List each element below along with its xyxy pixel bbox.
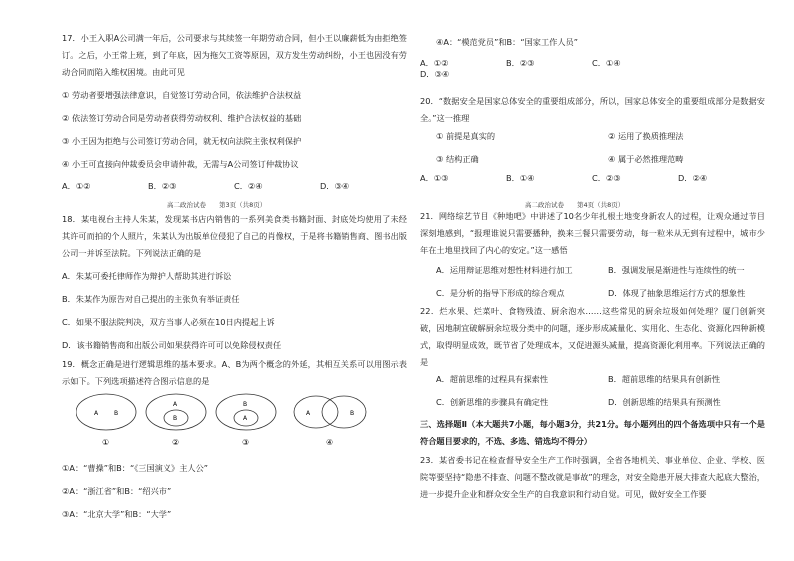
q18-option-a: A．朱某可委托律师作为辩护人帮助其进行诉讼 [62,271,232,281]
q19-item-3: ③A：“北京大学”和B：“大学” [62,509,172,519]
q17-option-a: A．①② [62,181,91,191]
venn-1-outer [76,394,136,430]
q19-option-a: A．①② [420,58,449,68]
q19-option-d: D．③④ [420,69,450,79]
q17-options [62,181,406,192]
q17-item-4: ④ 小王可直接向仲裁委员会申请仲裁，无需与A公司签订仲裁协议 [62,159,299,169]
right-column [420,0,770,561]
question-17-stem: 17．小王入职A公司满一年后，公司要求与其续签一年期劳动合同，但小王以廉薪低为由拒绝签订。之后，小王常上班，到了年底，因为拖欠工资等原因，双方发生劳动纠纷，小王也因没有劳动合同而陷入维权困境。由此可见 [62,33,407,77]
left-column [62,0,412,561]
q21-option-b: B．强调发展是渐进性与连续性的统一 [608,265,745,275]
venn-3-label-b: B [243,401,248,408]
question-18-stem: 18．某电视台主持人朱某，发现某书店内销售的一系列美食类书籍封面、封底处均使用了未经其许可而拍的个人照片，朱某认为出版单位侵犯了自己的肖像权，于是将书籍销售商、图书出版公司一并诉至法院。下列说法正确的是 [62,214,407,258]
q22-option-a: A．超前思维的过程具有探索性 [436,374,549,384]
q21-option-a: A．运用辩证思维对想性材料进行加工 [436,265,573,275]
venn-2-label-b: B [173,415,178,422]
page-footer-3: 高二政治试卷 第3页（共8页） [167,201,267,209]
q20-item-3: ③ 结构正确 [436,154,479,164]
question-22-stem: 22．烂水果、烂菜叶、食物残渣、厨余泡水……这些常见的厨余垃圾如何处理？厦门创新突破，因地制宜破解厨余垃圾分类中的问题，逐步形成减量化、实用化、生态化、资源化四种新模式，取得明显成效，既节省了处理成本，又促进源头减量，提高资源化利用率。下列说法正确的是 [420,306,765,367]
venn-3-number: ③ [242,438,250,447]
q22-option-c: C．创新思维的步骤具有确定性 [436,397,549,407]
q17-option-c: C．②④ [234,181,263,191]
venn-2-label-a: A [173,401,178,408]
venn-4-label-a: A [306,410,311,417]
q19-option-b: B．②③ [506,58,535,68]
venn-2-number: ② [172,438,180,447]
q20-item-2: ② 运用了换质推理法 [608,131,684,141]
page-footer-4: 高二政治试卷 第4页（共8页） [525,201,625,209]
q17-item-2: ② 依法签订劳动合同是劳动者获得劳动权利、维护合法权益的基础 [62,113,302,123]
venn-1-number: ① [102,438,110,447]
q19-item-1: ①A：“曹操”和B：“《三国演义》主人公” [62,463,209,473]
question-20-stem: 20．“数据安全是国家总体安全的重要组成部分，所以，国家总体安全的重要组成部分是数据安全。”这一推理 [420,96,765,123]
venn-4-right [322,396,366,428]
q22-option-d: D．创新思维的结果具有预测性 [608,397,721,407]
venn-4-label-b: B [350,410,355,417]
q19-item-2: ②A：“浙江省”和B：“绍兴市” [62,486,172,496]
section-3-heading: 三、选择题Ⅱ（本大题共7小题，每小题3分，共21分。每小题列出的四个备选项中只有一个是符合题目要求的，不选、多选、错选均不得分） [420,419,765,446]
q17-option-b: B．②③ [148,181,177,191]
q18-option-c: C．如果不服法院判决，双方当事人必须在10日内提起上诉 [62,317,275,327]
q20-item-1: ① 前提是真实的 [436,131,496,141]
q17-option-d: D．③④ [320,181,350,191]
q20-option-b: B．①④ [506,173,535,183]
venn-2-outer [146,394,206,430]
q20-options [420,173,764,184]
question-23-stem: 23．某省委书记在检查督导安全生产工作时强调，全省各地机关、事业单位、企业、学校、医院等要坚持“隐患不排查、问题不整改就是事故”的理念，对安全隐患开展大排查大起底大整治，进一步提升企业和群众安全生产的自我意识和行动自觉。可见，做好安全工作要 [420,455,765,499]
q19-option-c: C．①④ [592,58,621,68]
venn-3-label-a: A [243,415,248,422]
venn-diagram-set [76,390,376,450]
q21-option-c: C．是分析的指导下形成的综合观点 [436,288,565,298]
venn-1-label-a: A [94,410,99,417]
q19-item-4: ④A：“模范党员”和B：“国家工作人员” [436,37,578,47]
q20-option-c: C．②③ [592,173,621,183]
q20-option-d: D．②④ [678,173,708,183]
q21-option-d: D．体现了抽象思维运行方式的想象性 [608,288,746,298]
venn-4-left [294,396,338,428]
venn-3-outer [216,394,276,430]
q22-option-b: B．超前思维的结果具有创新性 [608,374,721,384]
q18-option-b: B．朱某作为原告对自己提出的主张负有举证责任 [62,294,240,304]
q17-item-3: ③ 小王因为拒绝与公司签订劳动合同，就无权向法院主张权利保护 [62,136,302,146]
question-21-stem: 21．网络综艺节目《种地吧》中讲述了10名少年扎根土地变身新农人的过程，让观众通过节目深刻地感到，“报理谁说只需要播种，换来三餐只需要劳动，每一粒米从无到有过程中，城市少年在土地里找回了内心的安定。”这一感悟 [420,211,765,255]
q20-option-a: A．①③ [420,173,449,183]
q20-item-4: ④ 属于必然推理范畴 [608,154,684,164]
q19-options [420,58,678,80]
question-19-stem: 19．概念正确是进行逻辑思维的基本要求。A、B为两个概念的外延，其相互关系可以用图示表示如下。下列选项描述符合图示信息的是 [62,359,407,386]
q18-option-d: D．该书籍销售商和出版公司如果获得许可可以免除侵权责任 [62,340,282,350]
q17-item-1: ① 劳动者要增强法律意识，自觉签订劳动合同，依法维护合法权益 [62,90,302,100]
venn-4-number: ④ [326,438,334,447]
venn-1-label-b: B [114,410,119,417]
